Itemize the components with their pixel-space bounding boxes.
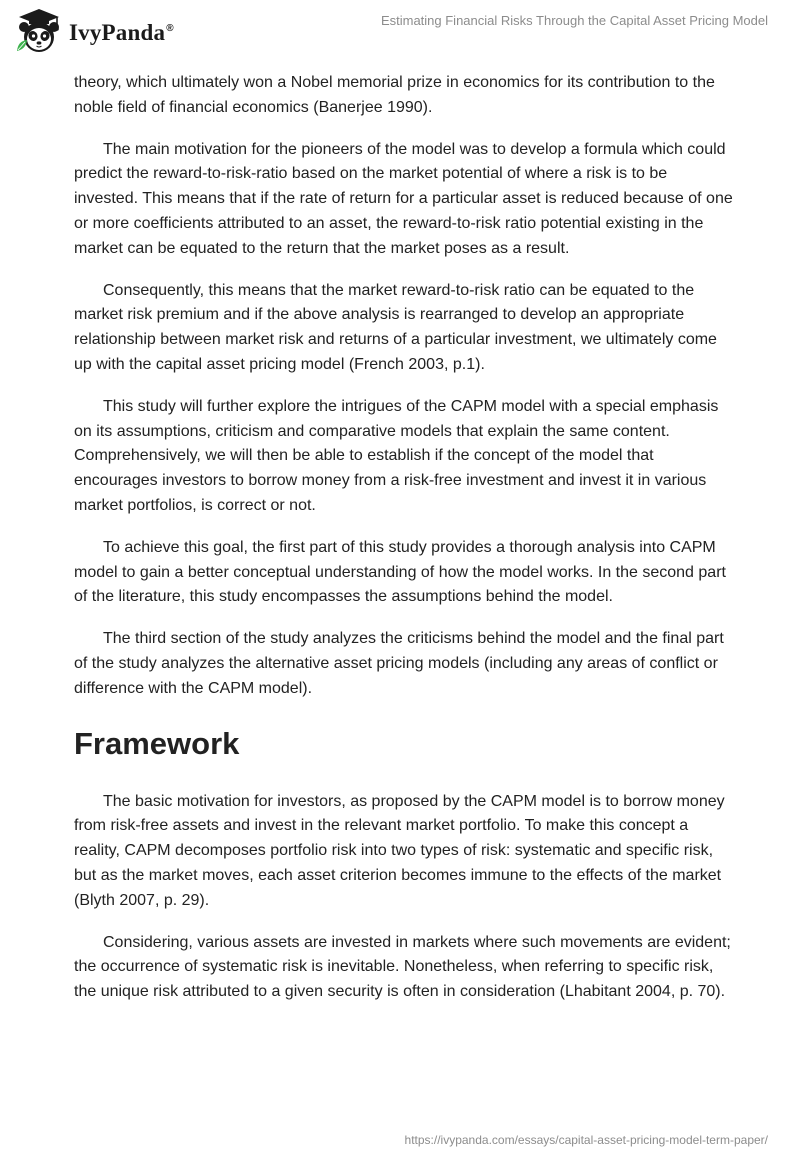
paragraph: This study will further explore the intrigues of the CAPM model with a special emphasis on its assumptions, criticism and comparative models that explain the same content. Comprehensively, we will then be able to establish if the concept of the model that encourages investors to borrow money from a risk-free investment and invest it in various market portfolios, is correct or not. [74,397,719,514]
logo-name: IvyPanda [69,20,166,45]
document-title: Estimating Financial Risks Through the Capital Asset Pricing Model [380,13,768,28]
paragraph: Considering, various assets are invested in markets where such movements are evident; the occurrence of systematic risk is inevitable. Nonetheless, when referring to specific risk, the unique risk attributed to a given security is often in consideration (Lhabitant 2004, p. 70). [74,933,731,1001]
registered-mark: ® [166,23,174,34]
paragraph: To achieve this goal, the first part of this study provides a thorough analysis into CAPM model to gain a better conceptual understanding of how the model works. In the second part of the literature, this study encompasses the assumptions behind the model. [74,538,726,606]
paragraph: Consequently, this means that the market reward-to-risk ratio can be equated to the market risk premium and if the above analysis is rearranged to develop an appropriate relationship between market risk and returns of a particular investment, we ultimately come up with the capital asset pricing model (French 2003, p.1). [74,281,717,373]
article-body [74,71,734,1022]
paragraph: The basic motivation for investors, as proposed by the CAPM model is to borrow money from risk-free assets and invest in the relevant market portfolio. To make this concept a reality, CAPM decomposes portfolio risk into two types of risk: systematic and specific risk, but as the market moves, each asset criterion becomes immune to the effects of the market (Blyth 2007, p. 29). [74,792,725,909]
section-heading-framework: Framework [74,725,240,761]
source-url-link[interactable]: https://ivypanda.com/essays/capital-asset-pricing-model-term-paper/ [404,1133,768,1147]
page-header [0,0,800,68]
panda-graduation-icon [14,7,64,57]
paragraph: theory, which ultimately won a Nobel memorial prize in economics for its contribution to the noble field of financial economics (Banerjee 1990). [74,74,715,116]
paragraph: The main motivation for the pioneers of the model was to develop a formula which could predict the reward-to-risk-ratio based on the market potential of where a risk is to be invested. This means that if the rate of return for a particular asset is reduced because of one or more coefficients attributed to an asset, the reward-to-risk ratio potential existing in the market can be equated to the return that the market poses as a result. [74,140,733,257]
ivypanda-logo[interactable] [14,7,174,57]
logo-wordmark [69,20,174,46]
paragraph: The third section of the study analyzes the criticisms behind the model and the final part of the study analyzes the alternative asset pricing models (including any areas of conflict or difference with the CAPM model). [74,630,724,697]
